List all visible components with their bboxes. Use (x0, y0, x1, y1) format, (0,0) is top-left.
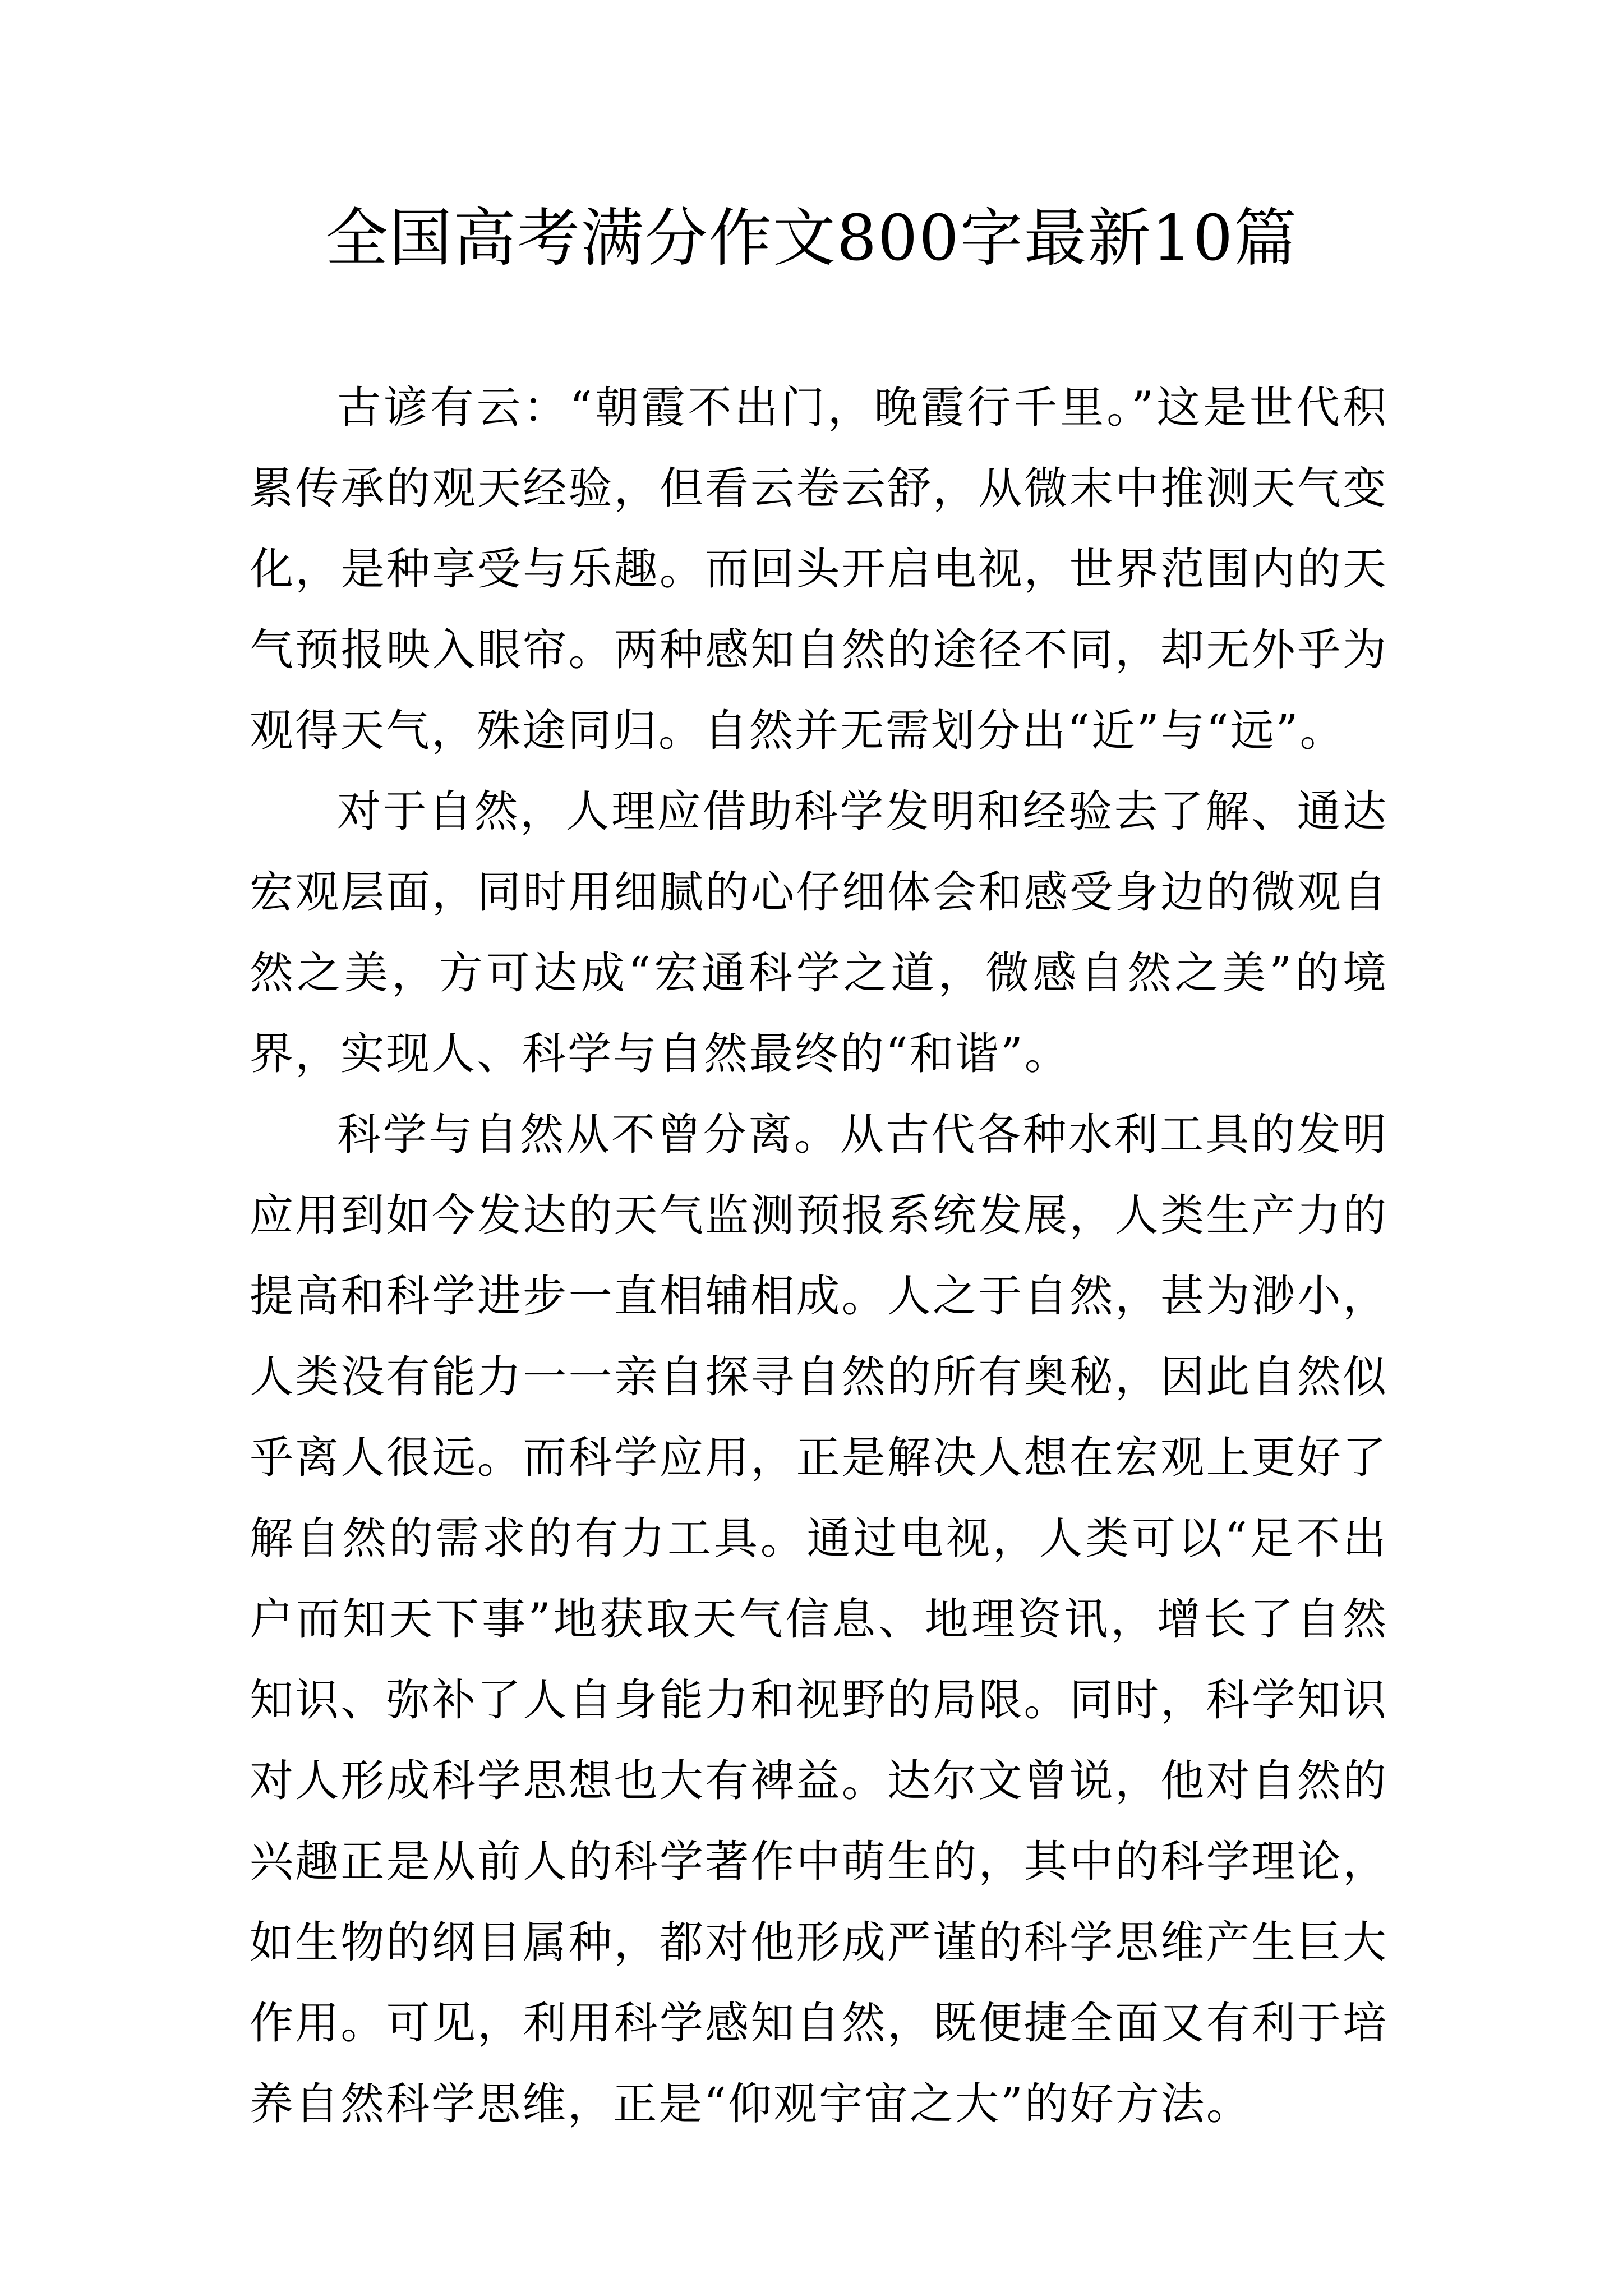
document-body (250, 367, 1388, 2145)
paragraph-3: 科学与自然从不曾分离。从古代各种水利工具的发明应用到如今发达的天气监测预报系统发展，人类生产力的提高和科学进步一直相辅相成。人之于自然，甚为渺小，人类没有能力一一亲自探寻自然的所有奥秘，因此自然似乎离人很远。而科学应用，正是解决人想在宏观上更好了解自然的需求的有力工具。通过电视，人类可以“足不出户而知天下事”地获取天气信息、地理资讯，增长了自然知识、弥补了人自身能力和视野的局限。同时，科学知识对人形成科学思想也大有裨益。达尔文曾说，他对自然的兴趣正是从前人的科学著作中萌生的，其中的科学理论，如生物的纲目属种，都对他形成严谨的科学思维产生巨大作用。可见，利用科学感知自然，既便捷全面又有利于培养自然科学思维，正是“仰观宇宙之大”的好方法。 (250, 1110, 1388, 2129)
document-title: 全国高考满分作文800字最新10篇 (325, 202, 1298, 275)
paragraph-1: 古谚有云：“朝霞不出门，晚霞行千里。”这是世代积累传承的观天经验，但看云卷云舒，从微末中推测天气变化，是种享受与乐趣。而回头开启电视，世界范围内的天气预报映入眼帘。两种感知自然的途径不同，却无外乎为观得天气，殊途同归。自然并无需划分出“近”与“远”。 (250, 383, 1388, 756)
paragraph-2: 对于自然，人理应借助科学发明和经验去了解、通达宏观层面，同时用细腻的心仔细体会和感受身边的微观自然之美，方可达成“宏通科学之道，微感自然之美”的境界，实现人、科学与自然最终的“和谐”。 (250, 786, 1388, 1079)
